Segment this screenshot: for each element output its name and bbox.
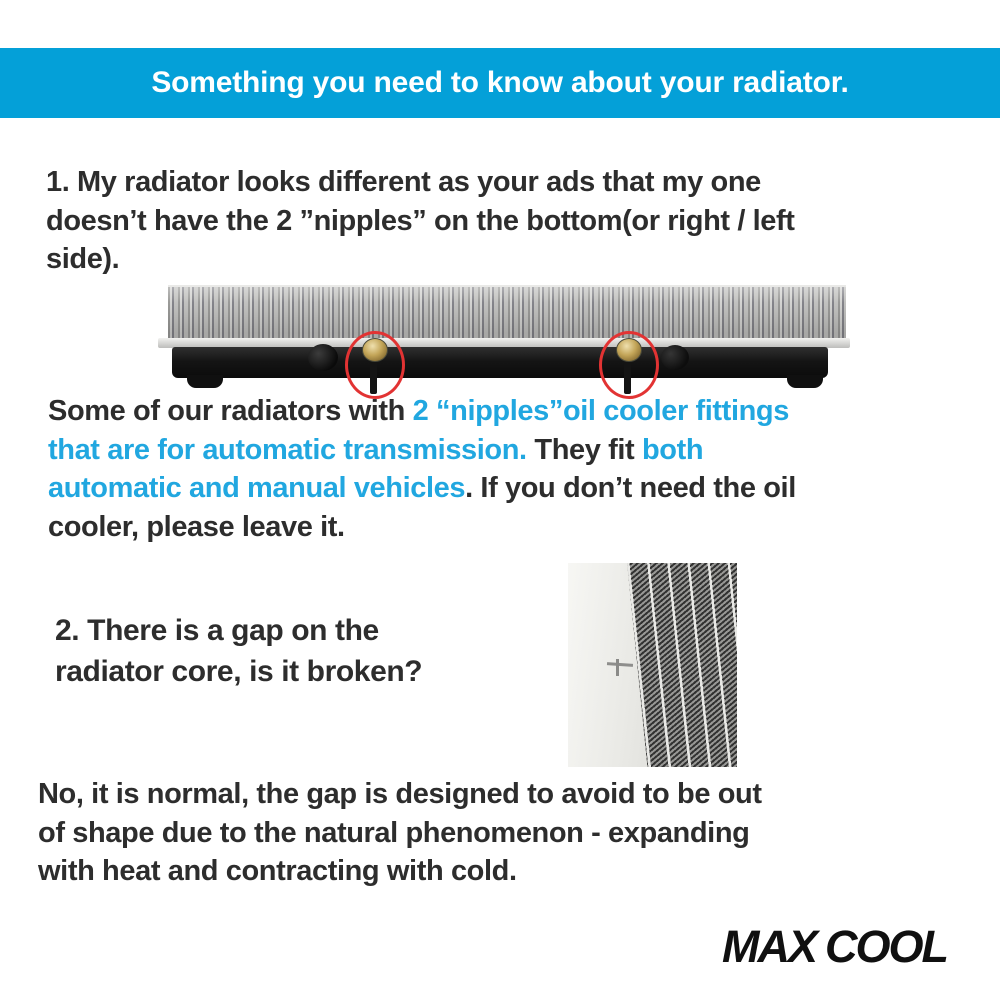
question-1-line: side). xyxy=(46,243,120,275)
maxcool-logo-max: MAX xyxy=(722,921,816,972)
question-2-line: 2. There is a gap on the xyxy=(55,614,379,647)
answer-1-line xyxy=(48,392,796,431)
answer-1-text: Some of our radiators with xyxy=(48,395,413,427)
answer-2-line: No, it is normal, the gap is designed to avoid to be out xyxy=(38,778,762,810)
radiator-plastic-tank xyxy=(172,347,828,378)
core-closeup-photo xyxy=(568,563,737,767)
answer-2 xyxy=(38,775,762,891)
answer-1-highlight: that are for automatic transmission. xyxy=(48,433,527,466)
radiator-mount-foot-left xyxy=(187,375,223,388)
tank-plug xyxy=(661,345,689,370)
title-banner xyxy=(0,48,1000,118)
question-1-line: doesn’t have the 2 ”nipples” on the bottom(or right / left xyxy=(46,204,795,237)
question-1-line: 1. My radiator looks different as your ads that my one xyxy=(46,166,761,198)
tank-port xyxy=(308,344,338,371)
answer-2-line: of shape due to the natural phenomenon - expanding xyxy=(38,816,750,849)
answer-1-text: They fit xyxy=(526,433,642,466)
highlight-circle-left xyxy=(345,331,405,399)
maxcool-logo-cool: COOL xyxy=(825,921,947,972)
core-shine xyxy=(168,287,846,339)
question-1 xyxy=(46,163,795,279)
highlight-circle-right xyxy=(599,331,659,399)
answer-1-line xyxy=(48,508,796,547)
answer-1-highlight: automatic and manual vehicles xyxy=(48,472,466,504)
answer-1-text: . If you don’t need the oil xyxy=(465,472,796,504)
answer-1-line xyxy=(48,431,796,470)
radiator-mount-foot-right xyxy=(787,375,823,388)
core-gap-mark xyxy=(616,659,619,676)
answer-1-highlight: 2 “nipples”oil cooler fittings xyxy=(412,395,789,427)
radiator-bottom-photo xyxy=(155,282,850,404)
answer-1-line xyxy=(48,469,796,508)
answer-1-highlight: both xyxy=(641,433,704,466)
page-title: Something you need to know about your radiator. xyxy=(151,66,849,99)
question-2 xyxy=(55,610,422,692)
maxcool-logo xyxy=(722,921,947,973)
answer-2-line: with heat and contracting with cold. xyxy=(38,855,517,887)
answer-1 xyxy=(48,392,796,546)
answer-1-text: cooler, please leave it. xyxy=(48,510,345,543)
radiator-core-fins xyxy=(168,285,846,339)
question-2-line: radiator core, is it broken? xyxy=(55,655,423,688)
